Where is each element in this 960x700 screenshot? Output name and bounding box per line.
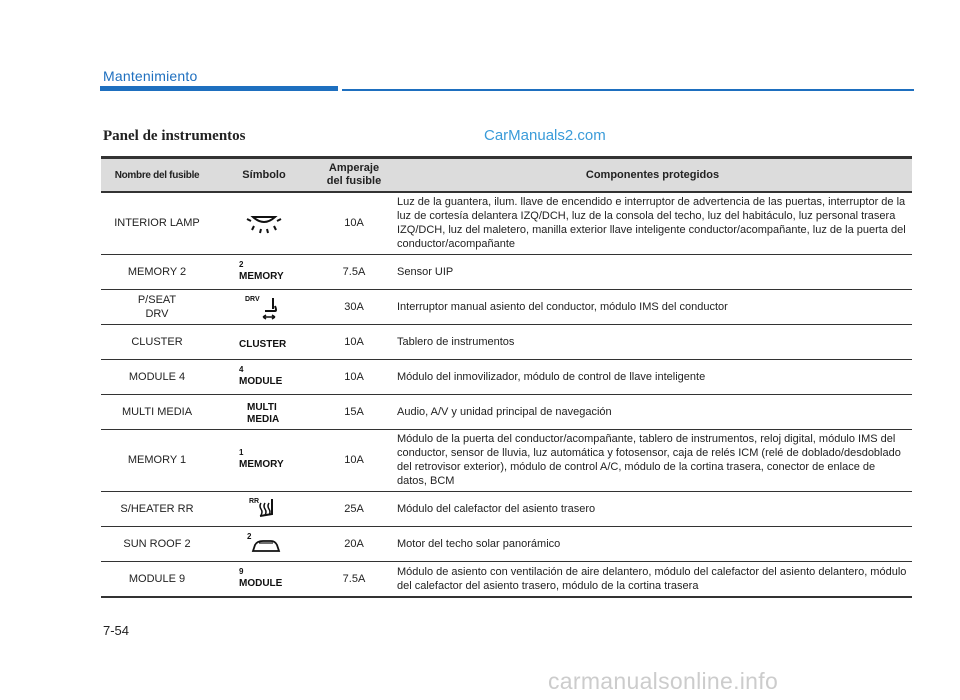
fuse-amperage: 7.5A [315,254,393,289]
fuse-symbol [213,254,315,289]
table-row [101,324,912,359]
fuse-name: MODULE 9 [101,561,213,597]
table-row [101,526,912,561]
fuse-symbol [213,359,315,394]
seat-heater-rr-icon [217,494,311,524]
fuse-name: CLUSTER [101,324,213,359]
fuse-name: P/SEAT DRV [101,289,213,324]
fuse-components: Módulo de la puerta del conductor/acompañante, tablero de instrumentos, reloj digital, módulo IMS del conductor, sensor de lluvia, luz automática y fotosensor, caja de relés ICM (relé de doblado/desdoblado del retrovisor exterior), módulo de control A/C, módulo de la cortina trasera, conector de enlace de datos, BCM [393,429,912,491]
fuse-name: MULTI MEDIA [101,394,213,429]
watermark: CarManuals2.com [484,127,606,144]
panel-title: Panel de instrumentos [103,128,246,144]
fuse-components: Módulo del calefactor del asiento trasero [393,491,912,526]
fuse-components: Motor del techo solar panorámico [393,526,912,561]
table-row [101,359,912,394]
fuse-components: Interruptor manual asiento del conductor, módulo IMS del conductor [393,289,912,324]
symbol-label: DRV [245,295,260,303]
fuse-amperage: 30A [315,289,393,324]
symbol-label: MEMORY [239,270,284,282]
fuse-name: MEMORY 1 [101,429,213,491]
fuse-amperage: 10A [315,359,393,394]
power-seat-drv-icon [217,292,311,322]
sunroof-2-icon [217,529,311,559]
fuse-amperage: 25A [315,491,393,526]
fuse-components: Módulo de asiento con ventilación de aire delantero, módulo del calefactor del asiento delantero, módulo del calefactor del asiento trasero, módulo de la cortina trasera [393,561,912,597]
table-row [101,192,912,254]
symbol-label: MODULE [239,577,283,589]
header-amperage: Amperaje del fusible [315,158,393,193]
fuse-symbol [213,394,315,429]
section-title: Mantenimiento [103,68,198,84]
symbol-label: RR [249,497,260,505]
fuse-symbol [213,561,315,597]
table-row [101,561,912,597]
symbol-label: 4 [239,364,244,374]
table-row [101,491,912,526]
fuse-name: MODULE 4 [101,359,213,394]
fuse-amperage: 20A [315,526,393,561]
symbol-label: MODULE [239,375,283,387]
header-symbol: Símbolo [213,158,315,193]
fuse-symbol [213,324,315,359]
symbol-label: MEMORY [239,459,284,470]
header-components: Componentes protegidos [393,158,912,193]
table-header-row [101,158,912,193]
symbol-label: 2 [247,531,252,541]
symbol-label: 2 [239,259,244,269]
fuse-name: SUN ROOF 2 [101,526,213,561]
fuse-symbol [213,491,315,526]
fuse-amperage: 15A [315,394,393,429]
footer-watermark: carmanualsonline.info [548,668,779,694]
fuse-amperage: 7.5A [315,561,393,597]
interior-lamp-icon [217,208,311,238]
fuse-table [101,156,912,598]
table-row [101,394,912,429]
symbol-label: 1 [239,448,244,457]
fuse-components: Tablero de instrumentos [393,324,912,359]
fuse-symbol [213,429,315,491]
table-row [101,254,912,289]
page-number: 7-54 [103,623,130,638]
fuse-name: INTERIOR LAMP [101,192,213,254]
symbol-label: MEDIA [247,413,280,425]
fuse-components: Audio, A/V y unidad principal de navegación [393,394,912,429]
fuse-components: Sensor UIP [393,254,912,289]
fuse-symbol [213,289,315,324]
table-row [101,429,912,491]
header-fuse-name: Nombre del fusible [101,158,213,193]
header-rule-thin [342,89,914,91]
fuse-symbol [213,192,315,254]
symbol-label: MULTI [247,401,277,413]
fuse-symbol [213,526,315,561]
module-9-icon [217,564,311,594]
fuse-name: MEMORY 2 [101,254,213,289]
table-row [101,289,912,324]
symbol-label: CLUSTER [239,338,287,350]
fuse-amperage: 10A [315,429,393,491]
memory-2-icon [217,257,311,287]
fuse-amperage: 10A [315,324,393,359]
fuse-components: Luz de la guantera, ilum. llave de encendido e interruptor de advertencia de las puertas, interruptor de la luz de cortesía delantera IZQ/DCH, luz de la consola del techo, luz del habitáculo, luz personal trasera IZQ/DCH, luz del maletero, manilla exterior llave inteligente conductor/acompañante, luz de la puerta del conductor/acompañante [393,192,912,254]
fuse-components: Módulo del inmovilizador, módulo de control de llave inteligente [393,359,912,394]
cluster-icon [217,327,311,357]
symbol-label: 9 [239,566,244,576]
fuse-name: S/HEATER RR [101,491,213,526]
module-4-icon [217,362,311,392]
header-rule-thick [100,86,338,91]
multi-media-icon [217,397,311,427]
memory-1-icon [217,445,311,475]
fuse-amperage: 10A [315,192,393,254]
